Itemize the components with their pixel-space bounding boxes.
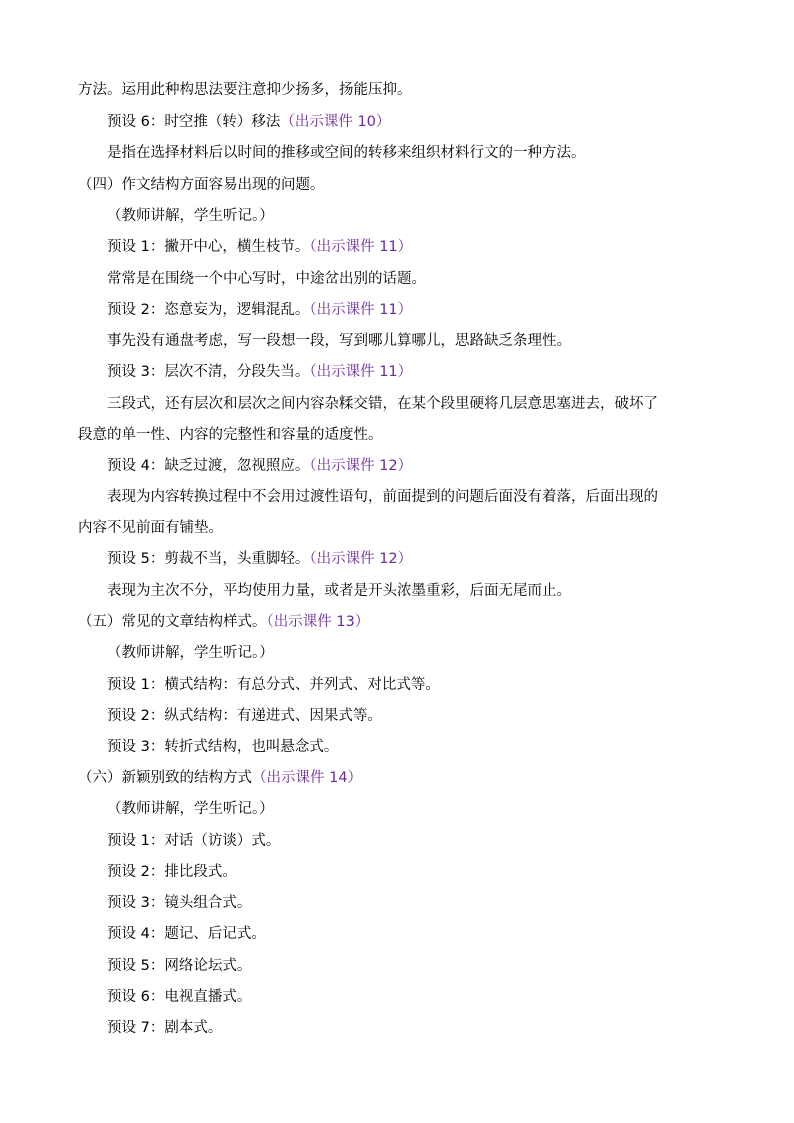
courseware-note: （出示课件 11） xyxy=(309,239,413,255)
courseware-note: （出示课件 11） xyxy=(309,364,413,380)
text-line: （教师讲解，学生听记。） xyxy=(107,801,274,817)
heading-line: 预设 6：时空推（转）移法（出示课件 10） xyxy=(107,114,391,130)
section-heading: （五）常见的文章结构样式。（出示课件 13） xyxy=(78,614,370,630)
heading-line: 预设 4：缺乏过渡，忽视照应。（出示课件 12） xyxy=(107,458,413,474)
text-line: 预设 6：电视直播式。 xyxy=(107,989,252,1005)
text-line: 段意的单一性、内容的完整性和容量的适度性。 xyxy=(78,427,383,443)
text-line: 预设 3：转折式结构，也叫悬念式。 xyxy=(107,739,339,755)
section-heading: （六）新颖别致的结构方式（出示课件 14） xyxy=(78,770,363,786)
text-line: （教师讲解，学生听记。） xyxy=(107,208,274,224)
courseware-note: （出示课件 10） xyxy=(280,114,391,130)
text-line: 方法。运用此种构思法要注意抑少扬多，扬能压抑。 xyxy=(78,82,412,98)
text-line: 是指在选择材料后以时间的推移或空间的转移来组织材料行文的一种方法。 xyxy=(107,145,586,161)
courseware-note: （出示课件 11） xyxy=(309,302,413,318)
heading-line: 预设 2：恣意妄为，逻辑混乱。（出示课件 11） xyxy=(107,302,413,318)
heading-line: 预设 3：层次不清，分段失当。（出示课件 11） xyxy=(107,364,413,380)
section-heading: （四）作文结构方面容易出现的问题。 xyxy=(78,177,325,193)
text-line: 预设 2：纵式结构：有递进式、因果式等。 xyxy=(107,708,382,724)
courseware-note: （出示课件 14） xyxy=(252,770,363,786)
text-line: 三段式，还有层次和层次之间内容杂糅交错，在某个段里硬将几层意思塞进去，破坏了 xyxy=(107,396,658,412)
text-line: 预设 1：横式结构：有总分式、并列式、对比式等。 xyxy=(107,677,440,693)
text-line: 表现为内容转换过程中不会用过渡性语句，前面提到的问题后面没有着落，后面出现的 xyxy=(107,489,658,505)
text-line: 预设 7：剧本式。 xyxy=(107,1020,223,1036)
text-line: 预设 2：排比段式。 xyxy=(107,864,237,880)
heading-line: 预设 5：剪裁不当，头重脚轻。（出示课件 12） xyxy=(107,551,413,567)
text-line: 常常是在围绕一个中心写时，中途岔出别的话题。 xyxy=(107,271,426,287)
text-line: 预设 4：题记、后记式。 xyxy=(107,926,266,942)
text-line: 内容不见前面有铺垫。 xyxy=(78,520,223,536)
text-line: 预设 3：镜头组合式。 xyxy=(107,895,252,911)
courseware-note: （出示课件 13） xyxy=(266,614,370,630)
heading-line: 预设 1：撇开中心，横生枝节。（出示课件 11） xyxy=(107,239,413,255)
text-line: 预设 1：对话（访谈）式。 xyxy=(107,833,281,849)
courseware-note: （出示课件 12） xyxy=(309,551,413,567)
text-line: （教师讲解，学生听记。） xyxy=(107,645,274,661)
courseware-note: （出示课件 12） xyxy=(309,458,413,474)
text-line: 预设 5：网络论坛式。 xyxy=(107,958,252,974)
text-line: 表现为主次不分，平均使用力量，或者是开头浓墨重彩，后面无尾而止。 xyxy=(107,583,571,599)
text-line: 事先没有通盘考虑，写一段想一段，写到哪儿算哪儿，思路缺乏条理性。 xyxy=(107,333,571,349)
